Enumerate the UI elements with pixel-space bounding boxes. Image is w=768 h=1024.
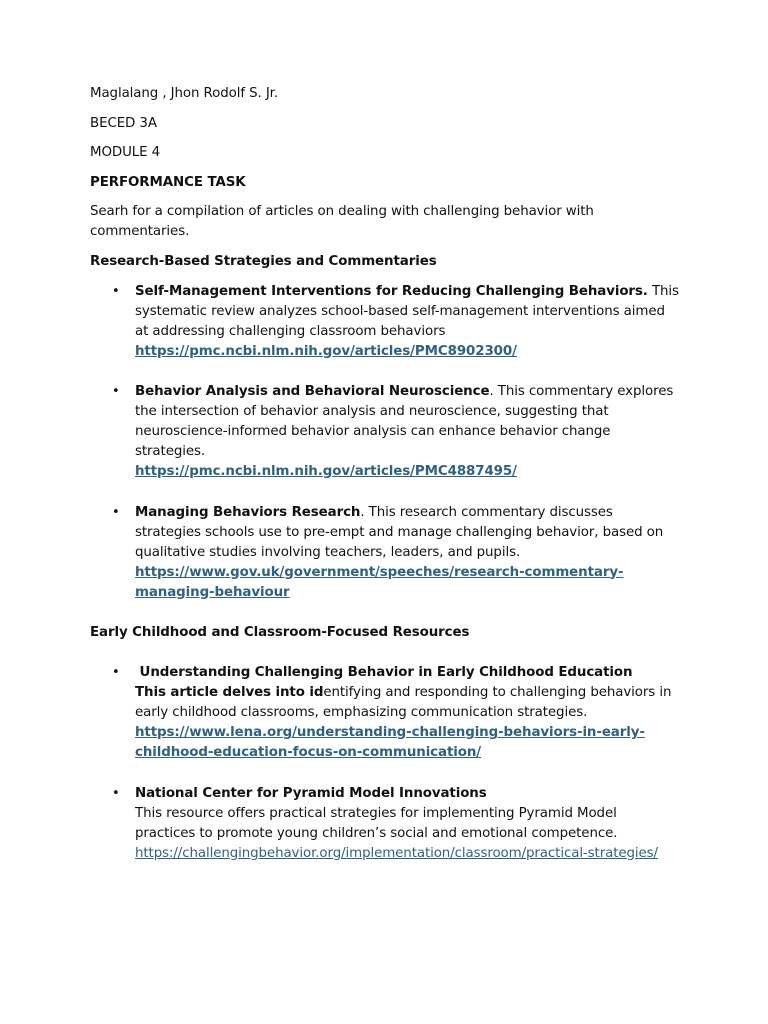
research-list [90,282,690,603]
list-item [90,503,680,603]
article-title: Managing Behaviors Research [135,504,361,520]
article-link[interactable]: https://pmc.ncbi.nlm.nih.gov/articles/PMC4887495/ [135,464,517,479]
article-title: Behavior Analysis and Behavioral Neuroscience [135,384,490,399]
bullet-glyph: • [112,283,120,299]
task-heading: PERFORMANCE TASK [90,174,246,190]
document-page [90,84,690,884]
list-item [90,784,680,864]
article-link[interactable]: https://www.gov.uk/government/speeches/research-commentary-managing-behaviour [135,564,624,600]
article-link[interactable]: https://pmc.ncbi.nlm.nih.gov/articles/PMC8902300/ [135,343,517,359]
list-item [90,282,680,362]
module-label: MODULE 4 [90,145,161,160]
article-description: This resource offers practical strategies for implementing Pyramid Model practices to promote young children’s social and emotional competence. [135,805,618,841]
article-link[interactable]: https://challengingbehavior.org/implementation/classroom/practical-strategies/ [135,845,658,861]
task-instruction: Searh for a compilation of articles on dealing with challenging behavior with commentaries. [90,204,594,239]
bullet-glyph: • [112,785,120,801]
class-section: BECED 3A [90,115,157,131]
article-title: National Center for Pyramid Model Innovations [135,785,487,801]
article-description: . This research commentary discusses strategies schools use to pre-empt and manage challenging behavior, based on qualitative studies involving teachers, leaders, and pupils. [135,504,664,560]
bullet-glyph: • [112,665,120,680]
student-name: Maglalang , Jhon Rodolf S. Jr. [90,86,279,101]
bullet-glyph: • [112,504,120,520]
article-title: Self-Management Interventions for Reducing Challenging Behaviors. [135,283,648,299]
article-lead: This article delves into id [135,685,324,700]
research-heading: Research-Based Strategies and Commentaries [90,253,437,269]
article-description: entifying and responding to challenging behaviors in early childhood classrooms, emphasizing communication strategies. [135,685,672,720]
early-childhood-list [90,663,690,864]
article-description: . This commentary explores the intersection of behavior analysis and neuroscience, suggesting that neuroscience-informed behavior analysis can enhance behavior change strategies. [135,384,674,459]
list-item [90,382,680,482]
article-title: Understanding Challenging Behavior in Early Childhood Education [135,665,633,680]
early-childhood-heading: Early Childhood and Classroom-Focused Resources [90,625,470,640]
bullet-glyph: • [112,384,120,399]
article-link[interactable]: https://www.lena.org/understanding-challenging-behaviors-in-early-childhood-education-focus-on-communication/ [135,725,645,760]
list-item [90,663,680,763]
article-description: This systematic review analyzes school-based self-management interventions aimed at addressing challenging classroom behaviors [135,283,679,339]
